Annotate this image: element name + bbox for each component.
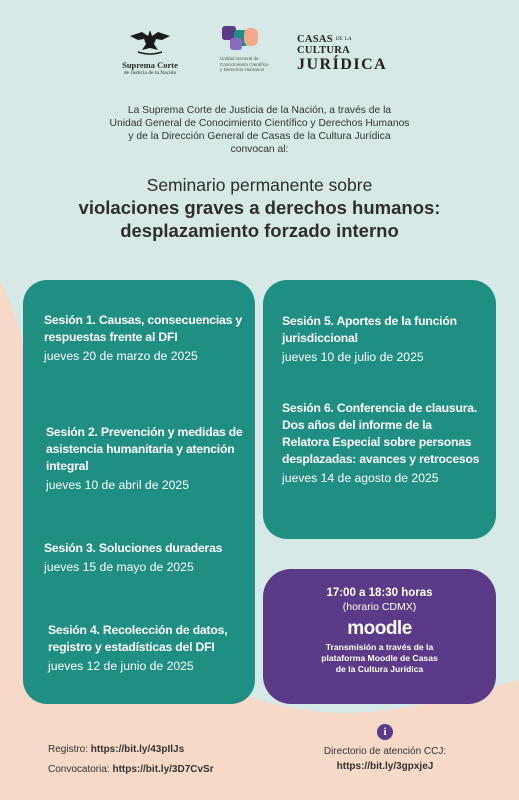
scjn-logo [118, 26, 182, 77]
convocatoria-row [48, 760, 263, 780]
intro-line1: La Suprema Corte de Justicia de la Nación, a través de la [127, 105, 392, 116]
directorio-link[interactable]: https://bit.ly/3gpxjeJ [336, 761, 434, 772]
transmission-text [263, 642, 496, 675]
session-5 [282, 313, 482, 366]
intro-line3: y de la Dirección General de Casas de la Cultura Jurídica [128, 131, 391, 142]
ug-logo-line3: y Derechos Humanos [220, 67, 265, 72]
convocatoria-link[interactable]: https://bit.ly/3D7CvSr [112, 764, 214, 775]
schedule-info [263, 586, 496, 675]
schedule-zone: (horario CDMX) [342, 601, 417, 613]
transmission-line2: plataforma Moodle de Casas [321, 653, 438, 663]
ug-logo-line2: Conocimiento Científico [220, 61, 269, 67]
ccj-logo-cultura: CULTURA [297, 45, 351, 57]
session-5-name: Sesión 5. Aportes de la función jurisdiccional [282, 314, 457, 345]
session-4 [48, 622, 248, 675]
ccj-logo-casas: CASAS [297, 34, 333, 45]
footer-links [48, 740, 263, 780]
session-6-name: Sesión 6. Conferencia de clausura. Dos años del informe de la Relatora Especial sobre personas desplazadas: avances y retrocesos [282, 401, 480, 466]
transmission-line3: de la Cultura Jurídica [335, 664, 424, 674]
ug-emblem-icon [220, 24, 262, 54]
session-3-name: Sesión 3. Soluciones duraderas [44, 541, 223, 555]
session-5-date: jueves 10 de julio de 2025 [282, 350, 424, 364]
eagle-icon [128, 26, 172, 56]
session-6 [282, 400, 482, 487]
intro-line4: convocan al: [230, 144, 289, 155]
ccj-logo [297, 34, 407, 73]
seminar-title [20, 174, 499, 242]
ugccdh-logo [214, 24, 278, 73]
title-line2: violaciones graves a derechos humanos: [78, 197, 441, 218]
session-3 [44, 540, 248, 576]
registro-label: Registro: [48, 744, 89, 755]
registro-row [48, 740, 263, 760]
transmission-line1: Transmisión a través de la [325, 642, 434, 652]
title-line3: desplazamiento forzado interno [120, 220, 399, 241]
info-icon: i [377, 724, 393, 740]
session-4-name: Sesión 4. Recolección de datos, registro y estadísticas del DFI [48, 623, 228, 654]
session-2-date: jueves 10 de abril de 2025 [46, 478, 189, 492]
registro-link[interactable]: https://bit.ly/43pIlJs [90, 744, 185, 755]
session-2 [46, 424, 246, 494]
session-1 [44, 312, 244, 365]
directorio-label: Directorio de atención CCJ: [323, 746, 447, 757]
intro-text [40, 104, 479, 156]
convocatoria-label: Convocatoria: [48, 764, 110, 775]
session-4-date: jueves 12 de junio de 2025 [48, 659, 194, 673]
session-1-name: Sesión 1. Causas, consecuencias y respuestas frente al DFI [44, 313, 242, 344]
ug-logo-line1: Unidad General de [220, 56, 259, 61]
schedule-time: 17:00 a 18:30 horas [326, 587, 433, 599]
session-3-date: jueves 15 de mayo de 2025 [44, 560, 194, 574]
ccj-logo-dela: DE LA [335, 37, 352, 43]
scjn-logo-line2: de Justicia de la Nación [123, 70, 177, 76]
scjn-logo-line1: Suprema Corte [122, 60, 178, 70]
header-logos [0, 22, 519, 82]
title-line1: Seminario permanente sobre [146, 175, 373, 195]
directorio [300, 724, 470, 774]
ccj-logo-juridica: JURÍDICA [297, 56, 388, 74]
moodle-logo: moodle [347, 618, 412, 639]
session-2-name: Sesión 2. Prevención y medidas de asistencia humanitaria y atención integral [46, 425, 243, 473]
intro-line2: Unidad General de Conocimiento Científico y Derechos Humanos [109, 118, 410, 129]
session-1-date: jueves 20 de marzo de 2025 [44, 349, 198, 363]
session-6-date: jueves 14 de agosto de 2025 [282, 471, 439, 485]
